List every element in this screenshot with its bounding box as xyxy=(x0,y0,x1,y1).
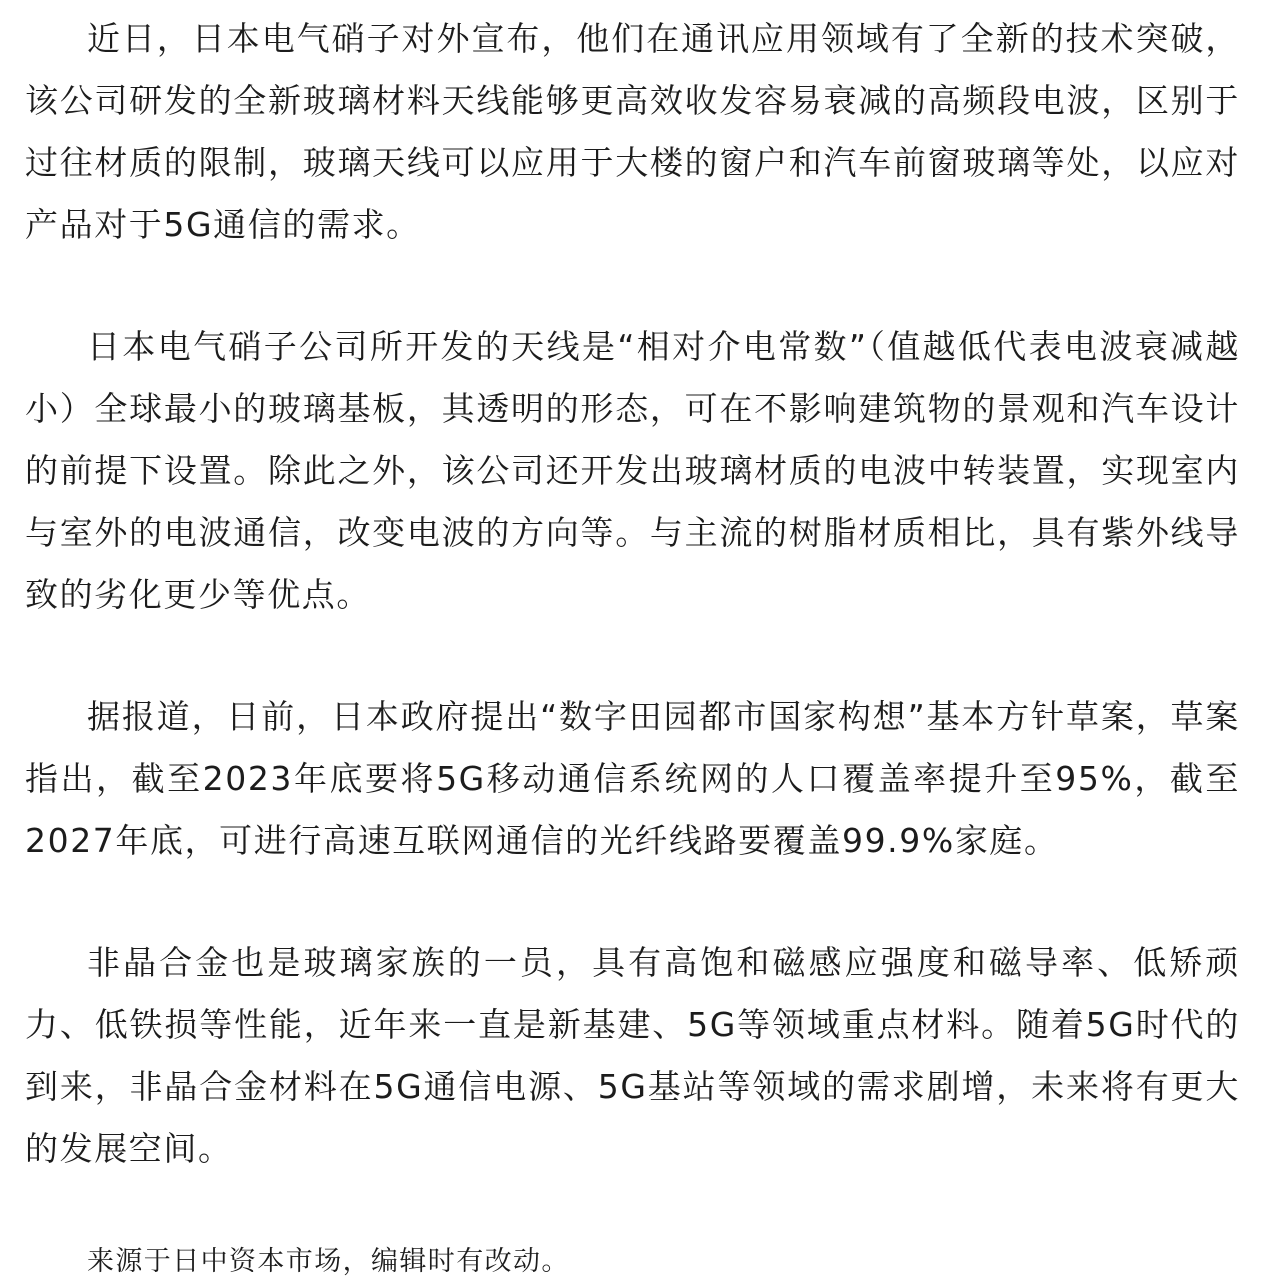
paragraph-dielectric-glass-substrate: 日本电气硝子公司所开发的天线是“相对介电常数”（值越低代表电波衰减越小）全球最小的玻璃基板，其透明的形态，可在不影响建筑物的景观和汽车设计的前提下设置。除此之外，该公司还开发出玻璃材质的电波中转装置，实现室内与室外的电波通信，改变电波的方向等。与主流的树脂材质相比，具有紫外线导致的劣化更少等优点。 xyxy=(25,327,1240,614)
paragraph-amorphous-alloy: 非晶合金也是玻璃家族的一员，具有高饱和磁感应强度和磁导率、低矫顽力、低铁损等性能，近年来一直是新基建、5G等领域重点材料。随着5G时代的到来，非晶合金材料在5G通信电源、5G基站等领域的需求剧增，未来将有更大的发展空间。 xyxy=(25,943,1240,1168)
article-body xyxy=(25,8,1240,1284)
paragraph-glass-antenna-announcement: 近日，日本电气硝子对外宣布，他们在通讯应用领域有了全新的技术突破，该公司研发的全新玻璃材料天线能够更高效收发容易衰减的高频段电波，区别于过往材质的限制，玻璃天线可以应用于大楼的窗户和汽车前窗玻璃等处，以应对产品对于5G通信的需求。 xyxy=(25,19,1240,244)
paragraph-digital-garden-city-plan: 据报道，日前，日本政府提出“数字田园都市国家构想”基本方针草案，草案指出，截至2023年底要将5G移动通信系统网的人口覆盖率提升至95%，截至2027年底，可进行高速互联网通信的光纤线路要覆盖99.9%家庭。 xyxy=(25,697,1240,860)
source-note: 来源于日中资本市场，编辑时有改动。 xyxy=(87,1246,570,1277)
